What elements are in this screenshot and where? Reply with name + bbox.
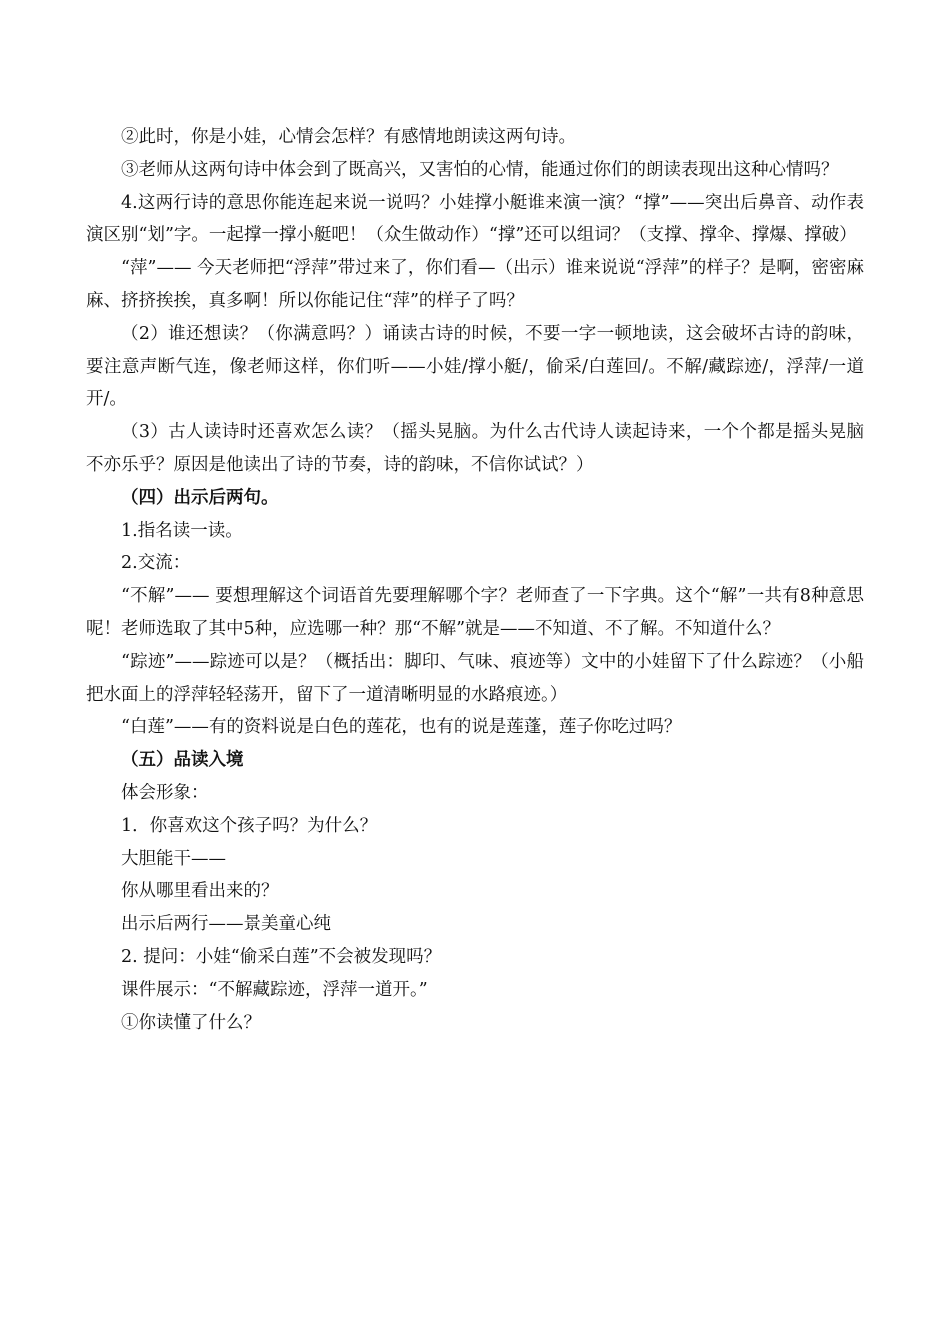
paragraph-meaning-cheng: 4.这两行诗的意思你能连起来说一说吗？小娃撑小艇谁来演一演？“撑”——突出后鼻音、动作表演区别“划”字。一起撑一撑小艇吧！（众生做动作）“撑”还可以组词？（支撑、撑伞、撑爆、撑破）	[86, 192, 864, 246]
paragraph-discussion: 2.交流：	[121, 553, 191, 574]
document-body	[86, 121, 864, 1039]
paragraph-recite-rhythm: （2）谁还想读？（你满意吗？）诵读古诗的时候，不要一字一顿地读，这会破坏古诗的韵味，要注意声断气连，像老师这样，你们听——小娃/撑小艇/，偷采/白莲回/。不解/藏踪迹/，浮萍/一道开/。	[86, 323, 864, 410]
paragraph-bujie: “不解”—— 要想理解这个词语首先要理解哪个字？老师查了一下字典。这个“解”一共有8种意思呢！老师选取了其中5种，应选哪一种？那“不解”就是——不知道、不了解。不知道什么？	[86, 586, 864, 639]
paragraph-read-aloud: 1.指名读一读。	[121, 520, 243, 541]
paragraph-where-seen: 你从哪里看出来的？	[121, 881, 279, 902]
paragraph-courseware: 课件展示：“不解藏踪迹，浮萍一道开。”	[121, 979, 428, 1000]
paragraph-brave: 大胆能干——	[121, 848, 226, 869]
paragraph-last-two-lines: 出示后两行——景美童心纯	[121, 914, 331, 935]
paragraph-image: 体会形象：	[121, 782, 209, 803]
section-heading-4: （四）出示后两句。	[121, 487, 279, 508]
section-heading-5: （五）品读入境	[121, 750, 244, 771]
paragraph-mood: ②此时，你是小娃，心情会怎样？有感情地朗读这两句诗。	[121, 127, 576, 147]
paragraph-zongji: “踪迹”——踪迹可以是？（概括出：脚印、气味、痕迹等）文中的小娃留下了什么踪迹？（小船把水面上的浮萍轻轻荡开，留下了一道清晰明显的水路痕迹。）	[86, 651, 864, 705]
paragraph-bailian: “白莲”——有的资料说是白色的莲花，也有的说是莲蓬，莲子你吃过吗？	[121, 717, 682, 738]
paragraph-question: 2. 提问：小娃“偷采白莲”不会被发现吗？	[121, 946, 442, 967]
paragraph-understood: ①你读懂了什么？	[121, 1012, 261, 1033]
paragraph-ancient-reading: （3）古人读诗时还喜欢怎么读？（摇头晃脑。为什么古代诗人读起诗来，一个个都是摇头晃脑不亦乐乎？原因是他读出了诗的节奏，诗的韵味，不信你试试？）	[86, 422, 864, 475]
paragraph-like-child: 1．你喜欢这个孩子吗？为什么？	[121, 815, 378, 836]
paragraph-ping: “萍”—— 今天老师把“浮萍”带过来了，你们看—（出示）谁来说说“浮萍”的样子？是啊，密密麻麻、挤挤挨挨，真多啊！所以你能记住“萍”的样子了吗？	[86, 258, 864, 311]
paragraph-teacher-feeling: ③老师从这两句诗中体会到了既高兴，又害怕的心情，能通过你们的朗读表现出这种心情吗？	[121, 159, 839, 180]
